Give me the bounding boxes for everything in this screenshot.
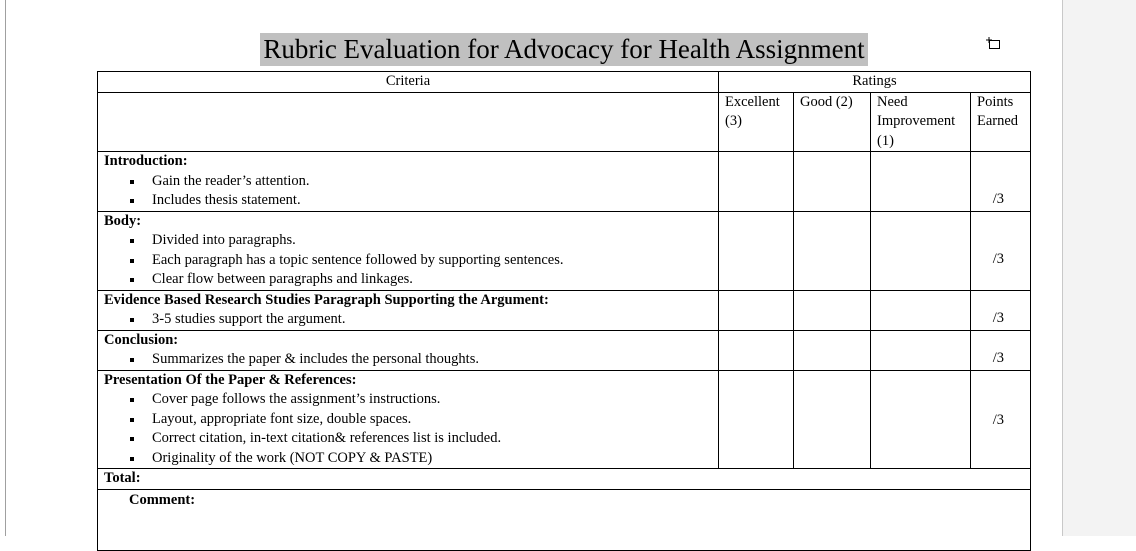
col-good: Good (2) <box>794 92 871 152</box>
section-title: Evidence Based Research Studies Paragraph Supporting the Argument: <box>104 291 549 308</box>
rating-cell-good[interactable] <box>794 211 871 290</box>
section-row-evidence <box>98 290 1031 330</box>
list-item: 3-5 studies support the argument. <box>104 310 712 330</box>
list-item: Gain the reader’s attention. <box>104 172 712 192</box>
rating-cell-need-improvement[interactable] <box>871 211 971 290</box>
section-row-introduction <box>98 152 1031 212</box>
rating-cell-good[interactable] <box>794 330 871 370</box>
rubric-table <box>97 71 1031 551</box>
rating-cell-excellent[interactable] <box>719 370 794 469</box>
points-cell[interactable] <box>971 290 1031 330</box>
rating-cell-good[interactable] <box>794 152 871 212</box>
points-cell[interactable] <box>971 370 1031 469</box>
rating-cell-excellent[interactable] <box>719 290 794 330</box>
total-label[interactable]: Total: <box>98 469 1031 490</box>
comment-label: Comment: <box>129 491 196 508</box>
points-value: /3 <box>992 191 1004 207</box>
page-left-border <box>5 0 6 536</box>
rating-cell-good[interactable] <box>794 290 871 330</box>
comment-cell[interactable] <box>98 489 1031 550</box>
section-row-conclusion <box>98 330 1031 370</box>
total-row <box>98 469 1031 490</box>
rating-columns-row <box>98 92 1031 152</box>
empty-criteria-cell <box>98 92 719 152</box>
section-title: Introduction: <box>104 153 188 169</box>
rating-cell-need-improvement[interactable] <box>871 290 971 330</box>
points-value: /3 <box>992 251 1004 267</box>
rating-cell-need-improvement[interactable] <box>871 152 971 212</box>
comment-row <box>98 489 1031 550</box>
section-row-presentation <box>98 370 1031 469</box>
list-item: Summarizes the paper & includes the personal thoughts. <box>104 350 712 370</box>
section-title: Conclusion: <box>104 331 179 348</box>
list-item: Clear flow between paragraphs and linkages. <box>104 270 712 290</box>
title-container <box>0 33 1128 66</box>
ratings-header: Ratings <box>719 72 1031 93</box>
rating-cell-excellent[interactable] <box>719 211 794 290</box>
list-item: Includes thesis statement. <box>104 191 712 211</box>
section-title: Body: <box>104 212 142 229</box>
rating-cell-need-improvement[interactable] <box>871 330 971 370</box>
list-item: Originality of the work (NOT COPY & PASTE) <box>104 449 712 469</box>
points-cell[interactable] <box>971 330 1031 370</box>
section-title: Presentation Of the Paper & References: <box>104 371 357 388</box>
list-item: Layout, appropriate font size, double spaces. <box>104 410 712 430</box>
points-value: /3 <box>992 310 1004 326</box>
rating-cell-good[interactable] <box>794 370 871 469</box>
rating-cell-excellent[interactable] <box>719 152 794 212</box>
points-cell[interactable] <box>971 211 1031 290</box>
rating-cell-need-improvement[interactable] <box>871 370 971 469</box>
list-item: Cover page follows the assignment’s instructions. <box>104 390 712 410</box>
table-header-row <box>98 72 1031 93</box>
list-item: Divided into paragraphs. <box>104 231 712 251</box>
list-item: Correct citation, in-text citation& references list is included. <box>104 429 712 449</box>
document-title[interactable]: Rubric Evaluation for Advocacy for Health Assignment <box>260 33 867 66</box>
section-row-body <box>98 211 1031 290</box>
criteria-header: Criteria <box>98 72 719 93</box>
points-value: /3 <box>992 350 1004 366</box>
rating-cell-excellent[interactable] <box>719 330 794 370</box>
page-margin-area <box>1062 0 1136 536</box>
list-item: Each paragraph has a topic sentence followed by supporting sentences. <box>104 251 712 271</box>
table-anchor-icon[interactable] <box>985 36 1001 52</box>
col-points-earned: Points Earned <box>971 92 1031 152</box>
col-excellent: Excellent (3) <box>719 92 794 152</box>
points-value: /3 <box>992 411 1004 428</box>
points-cell[interactable] <box>971 152 1031 212</box>
col-need-improvement: Need Improvement (1) <box>871 92 971 152</box>
